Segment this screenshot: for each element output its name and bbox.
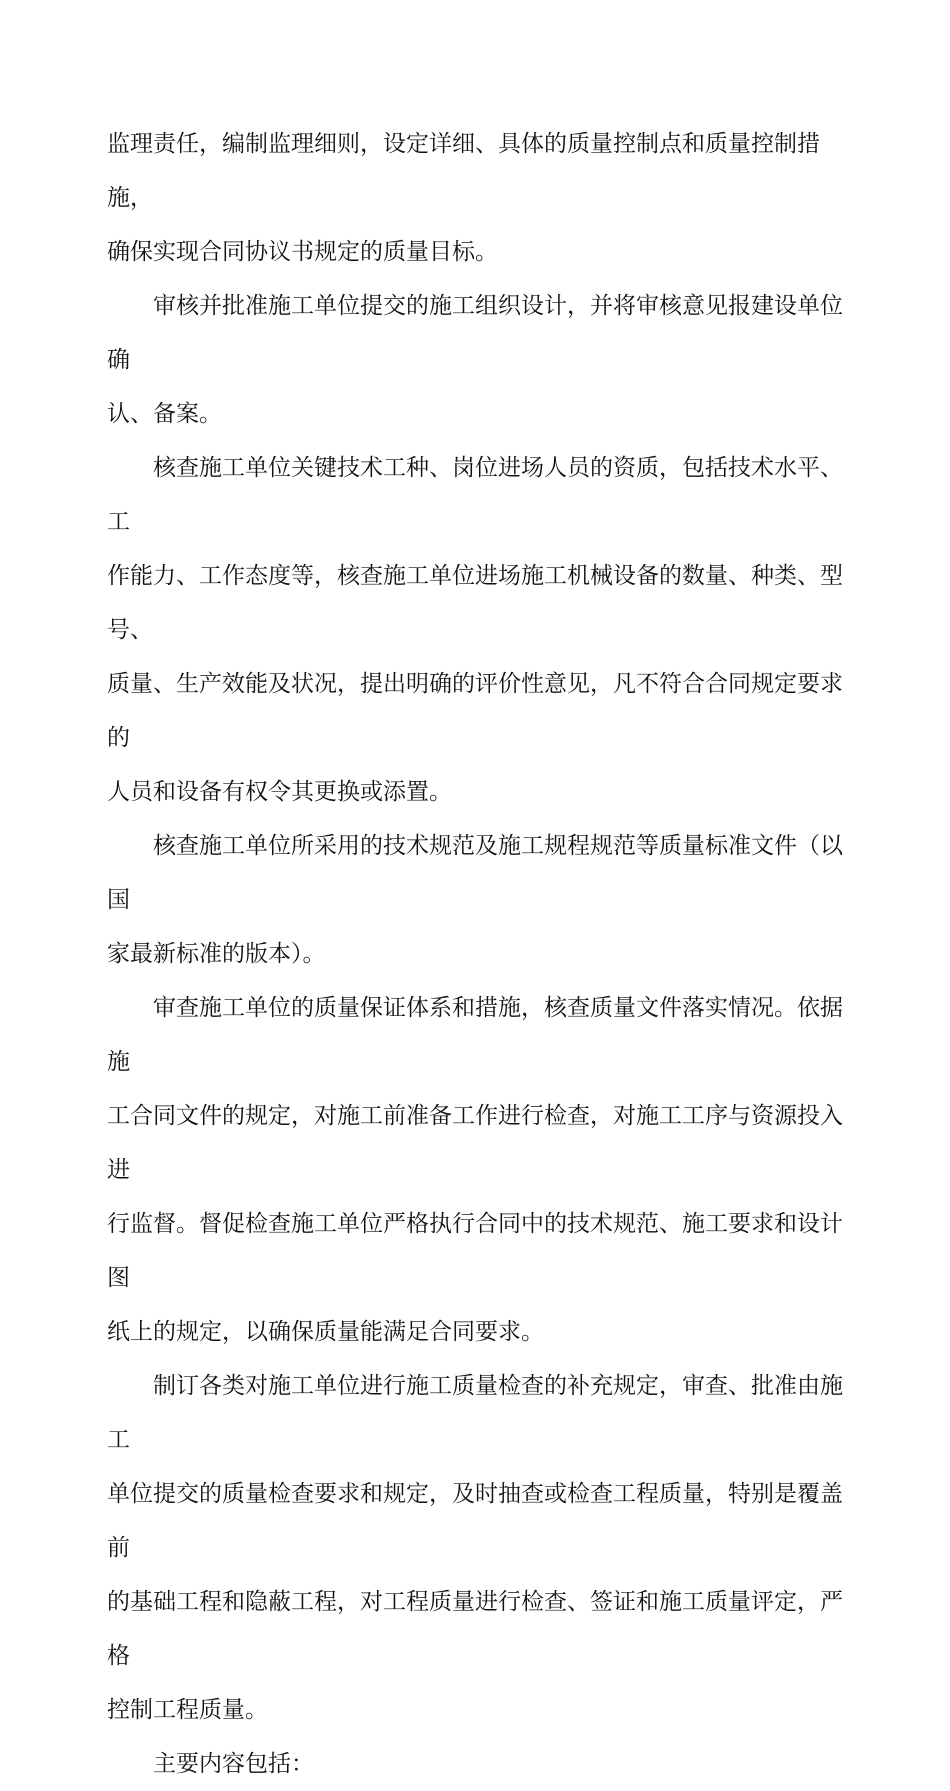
paragraph-quality-inspection-rules: 制订各类对施工单位进行施工质量检查的补充规定，审查、批准由施工 单位提交的质量检查要求和规定，及时抽查或检查工程质量，特别是覆盖前 的基础工程和隐蔽工程，对工程质量进行检查、签证和施工质量评定，严格 控制工程质量。 xyxy=(107,1373,843,1723)
paragraph-check-personnel-equipment: 核查施工单位关键技术工种、岗位进场人员的资质，包括技术水平、工 作能力、工作态度等，核查施工单位进场施工机械设备的数量、种类、型号、 质量、生产效能及状况，提出明确的评价性意见，凡不符合合同规定要求的 人员和设备有权令其更换或添置。 xyxy=(107,455,843,805)
paragraph-continuation: 监理责任，编制监理细则，设定详细、具体的质量控制点和质量控制措施， 确保实现合同协议书规定的质量目标。 xyxy=(107,131,820,265)
paragraph-main-contents-heading: 主要内容包括： xyxy=(153,1751,314,1777)
paragraph-quality-assurance-system: 审查施工单位的质量保证体系和措施，核查质量文件落实情况。依据施 工合同文件的规定，对施工前准备工作进行检查，对施工工序与资源投入进 行监督。督促检查施工单位严格执行合同中的技术规范、施工要求和设计图 纸上的规定，以确保质量能满足合同要求。 xyxy=(107,995,843,1345)
paragraph-review-construction-design: 审核并批准施工单位提交的施工组织设计，并将审核意见报建设单位确 认、备案。 xyxy=(107,293,843,427)
document-body xyxy=(107,117,863,1791)
paragraph-check-standards: 核查施工单位所采用的技术规范及施工规程规范等质量标准文件（以国 家最新标准的版本）。 xyxy=(107,833,843,967)
